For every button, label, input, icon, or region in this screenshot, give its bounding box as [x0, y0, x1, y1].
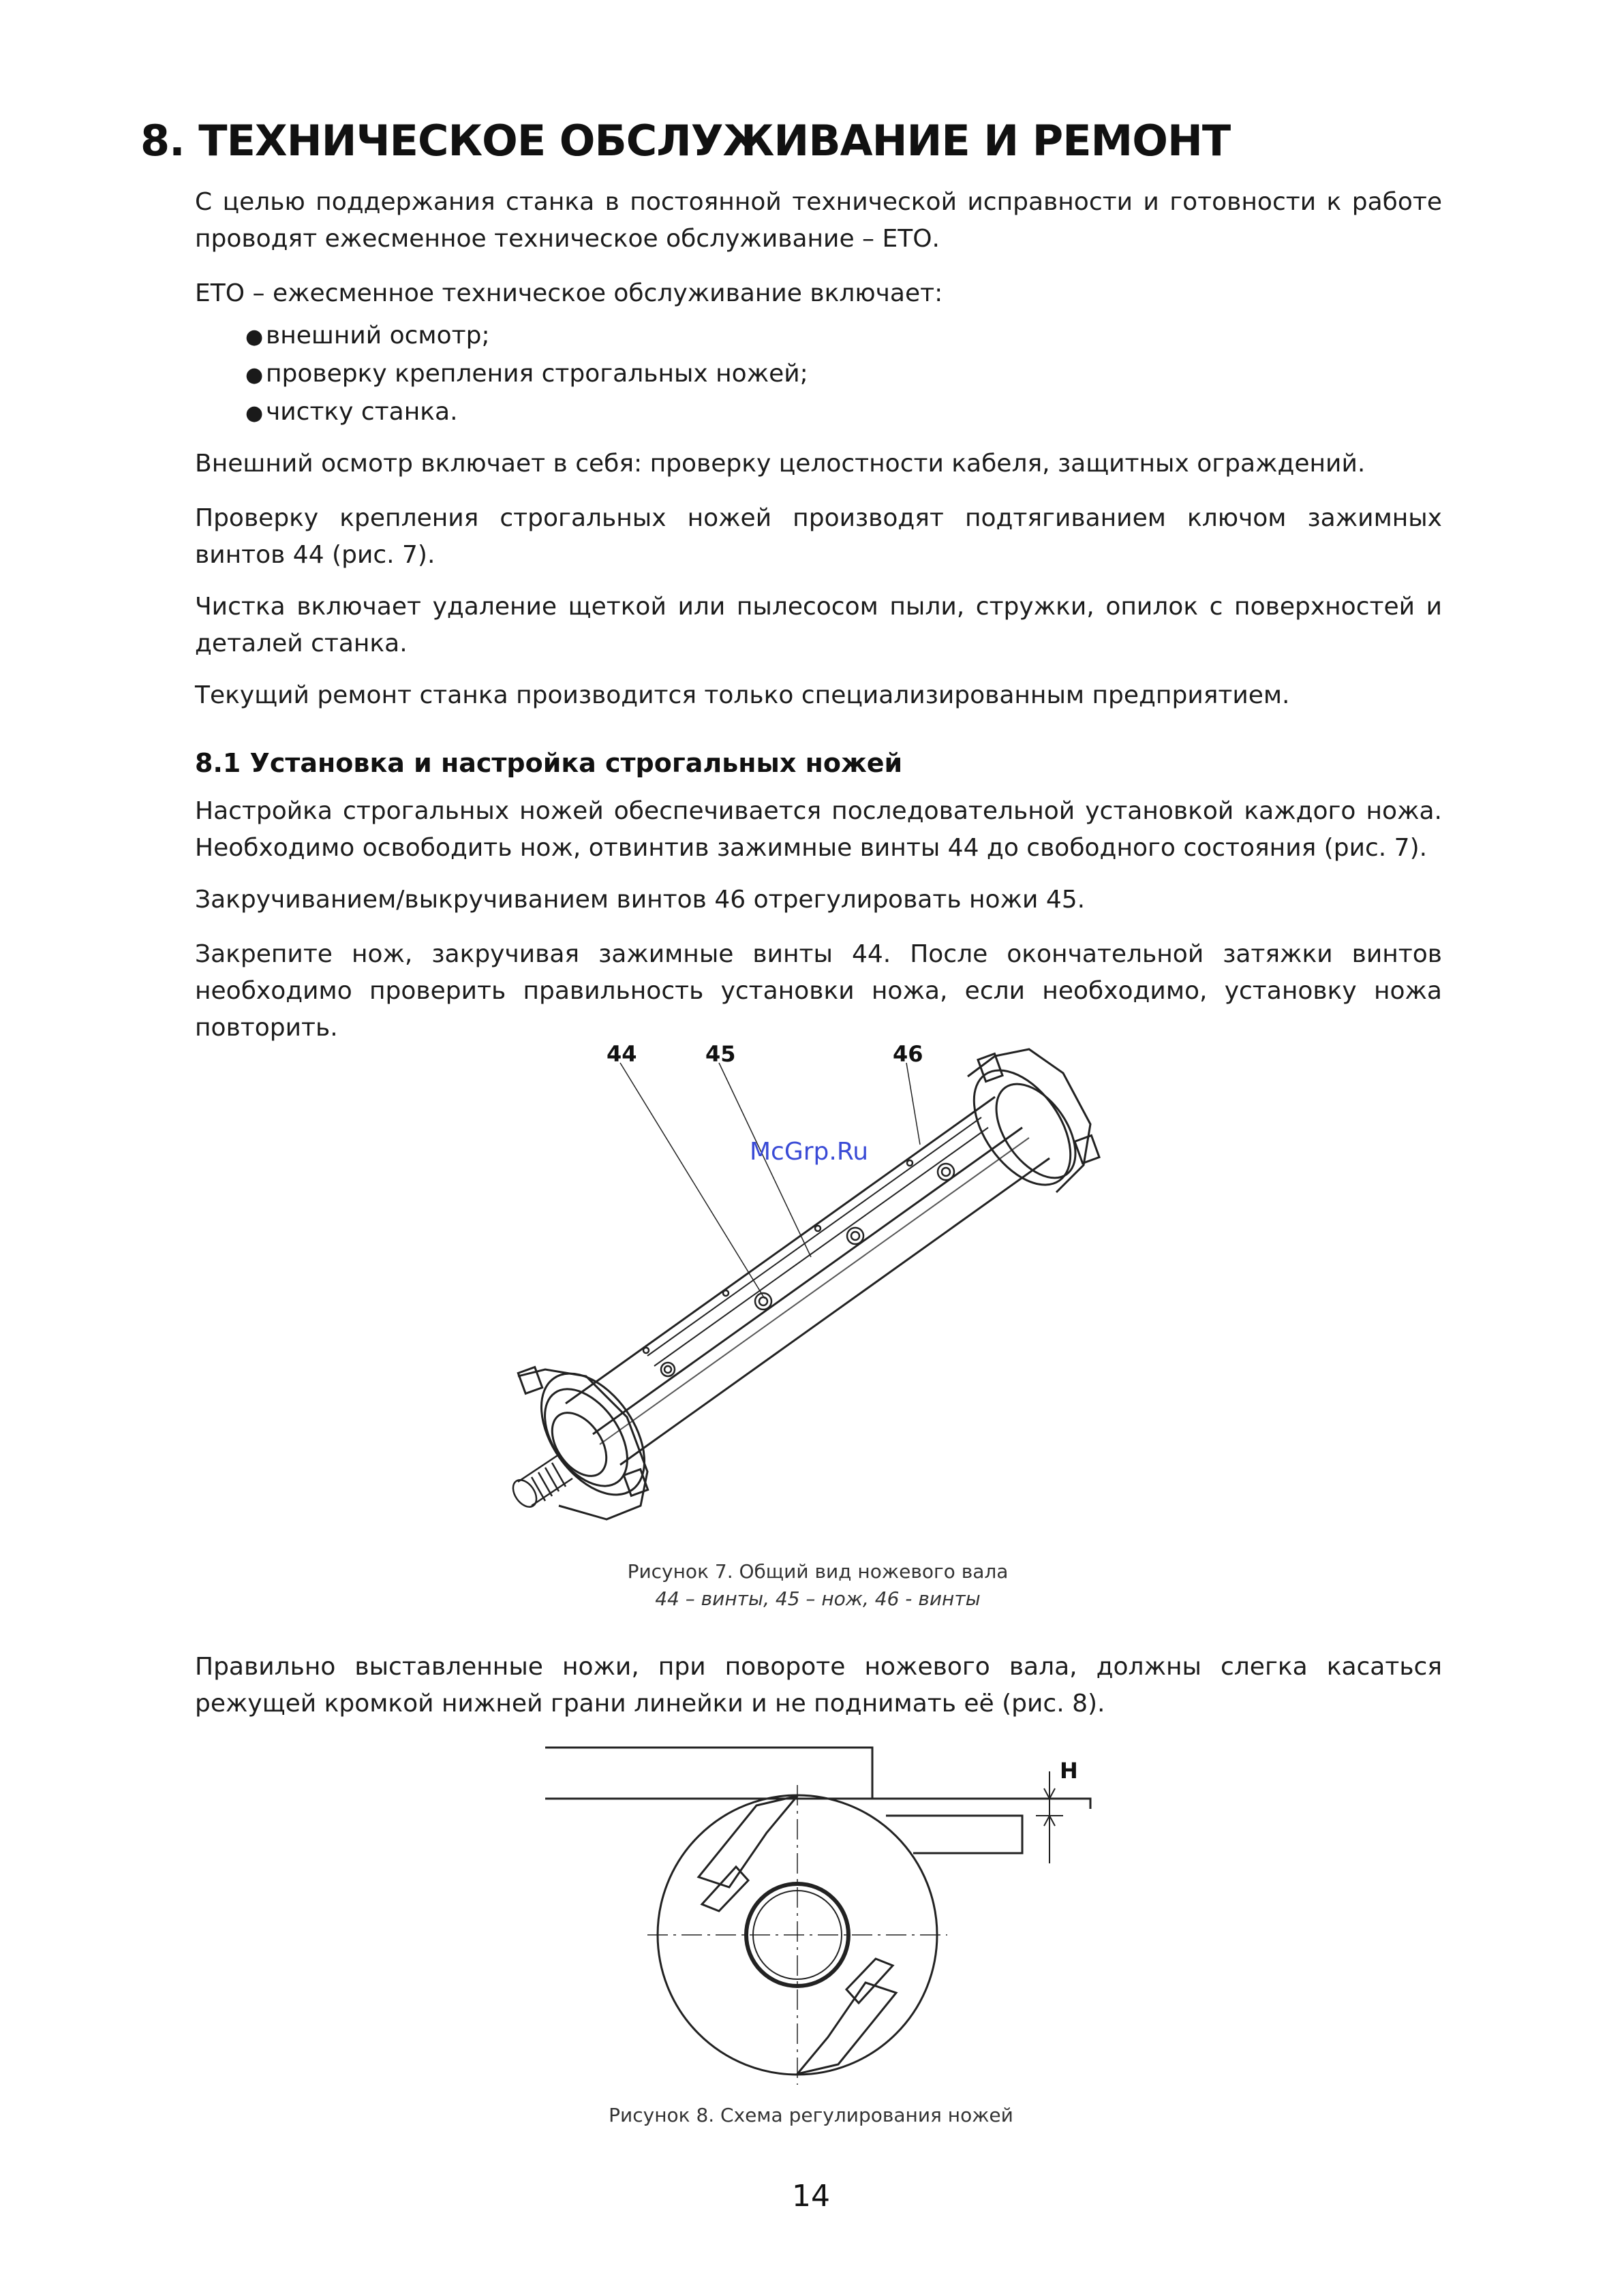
figure-7-caption: Рисунок 7. Общий вид ножевого вала [627, 1560, 1009, 1583]
label-h: H [1060, 1758, 1078, 1784]
list-item: ● внешний осмотр; [245, 317, 808, 356]
watermark: McGrp.Ru [750, 1138, 869, 1166]
callout-46: 46 [893, 1041, 923, 1067]
correct-setting-paragraph: Правильно выставленные ножи, при повороте ножевого вала, должны слегка касаться режущей кромкой нижней грани линейки и не поднимать её (рис. 8). [195, 1653, 1442, 1718]
figure-8-caption: Рисунок 8. Схема регулирования ножей [609, 2104, 1013, 2126]
eto-intro: ЕТО – ежесменное техническое обслуживание включает: [195, 279, 943, 307]
repair-paragraph: Текущий ремонт станка производится только специализированным предприятием. [195, 681, 1290, 709]
figure-7-legend: 44 – винты, 45 – нож, 46 - винты [655, 1587, 981, 1610]
cleaning-paragraph: Чистка включает удаление щеткой или пылесосом пыли, стружки, опилок с поверхностей и деталей станка. [195, 593, 1442, 657]
inspection-paragraph: Внешний осмотр включает в себя: проверку целостности кабеля, защитных ограждений. [195, 450, 1366, 478]
figure-8-adjustment-scheme [532, 1731, 1104, 2098]
fix-paragraph: Закрепите нож, закручивая зажимные винты 44. После окончательной затяжки винтов необходимо проверить правильность установки ножа, если необходимо, установку ножа повторить. [195, 940, 1442, 1042]
callout-44: 44 [607, 1041, 637, 1067]
setup-paragraph: Настройка строгальных ножей обеспечивается последовательной установкой каждого ножа. Необходимо освободить нож, отвинтив зажимные винты 44 до свободного состояния (рис. 7). [195, 797, 1442, 862]
figure-7-knife-shaft [491, 1036, 1145, 1553]
bullet-icon: ● [245, 401, 264, 425]
bullet-icon: ● [245, 363, 264, 387]
bullet-icon: ● [245, 325, 264, 349]
list-item: ● чистку станка. [245, 394, 808, 432]
page-heading: 8. ТЕХНИЧЕСКОЕ ОБСЛУЖИВАНИЕ И РЕМОНТ [140, 116, 1231, 166]
callout-45: 45 [705, 1041, 736, 1067]
adjust-paragraph: Закручиванием/выкручиванием винтов 46 отрегулировать ножи 45. [195, 886, 1086, 914]
eto-list [245, 317, 808, 432]
list-item: ● проверку крепления строгальных ножей; [245, 356, 808, 394]
page-number: 14 [792, 2179, 830, 2214]
section-title: 8.1 Установка и настройка строгальных ножей [195, 748, 903, 778]
check-paragraph: Проверку крепления строгальных ножей производят подтягиванием ключом зажимных винтов 44 (рис. 7). [195, 504, 1442, 569]
intro-paragraph: С целью поддержания станка в постоянной технической исправности и готовности к работе проводят ежесменное техническое обслуживание – ЕТО. [195, 188, 1442, 253]
